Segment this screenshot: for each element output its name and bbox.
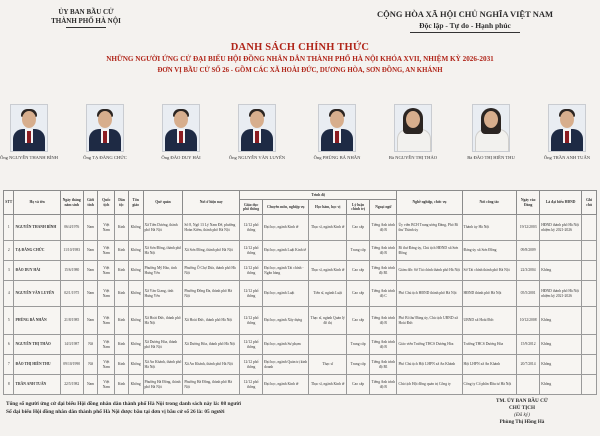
table-cell: Không [128, 375, 143, 395]
table-cell: UBND xã Hoài Đức [462, 307, 517, 335]
table-cell: Không [540, 355, 582, 375]
table-cell: Ủy viên BCH Trung ương Đảng, Phó Bí thư Thành ủy [397, 215, 462, 241]
table-cell [582, 307, 597, 335]
table-cell: Xã Dương Hòa, thành phố Hà Nội [183, 335, 240, 355]
table-cell: Kinh [115, 241, 129, 261]
table-cell: Tiếng Anh trình độ B [370, 375, 397, 395]
table-cell: 3 [4, 261, 14, 281]
table-cell: Việt Nam [98, 307, 115, 335]
table-cell: Giáo viên Trường THCS Dương Hòa [397, 335, 462, 355]
table-cell: Phường Mỹ Hào, tỉnh Hưng Yên [143, 261, 183, 281]
table-cell: Xã Sơn Đồng, thành phố Hà Nội [143, 241, 183, 261]
table-cell: Đại học, ngành Luật Kinh tế [263, 241, 309, 261]
table-cell: Đại học, ngành Kinh tế [263, 215, 309, 241]
table-cell: Đại học, ngành Kinh tế [263, 375, 309, 395]
table-cell: Kinh [115, 261, 129, 281]
table-cell: 05/5/2001 [517, 281, 540, 307]
th-political-theory: Lý luận chính trị [347, 200, 370, 215]
table-cell: HĐND thành phố Hà Nội nhiệm kỳ 2021-2026 [540, 215, 582, 241]
table-cell: Đại học, ngành Quản trị kinh doanh [263, 355, 309, 375]
th-notes: Ghi chú [582, 191, 597, 215]
table-cell: Tiếng Anh trình độ B [370, 215, 397, 241]
table-cell: 06/4/1976 [60, 215, 83, 241]
table-cell: 4 [4, 281, 14, 307]
summary-notes [6, 400, 241, 416]
table-cell: Giám đốc Sở Tài chính thành phố Hà Nội [397, 261, 462, 281]
table-cell: 1 [4, 215, 14, 241]
table-cell: 12/12 phổ thông [240, 241, 263, 261]
table-body [4, 215, 597, 395]
table-cell: Đảng ủy xã Sơn Đồng [462, 241, 517, 261]
table-row [4, 307, 597, 335]
table-cell: Việt Nam [98, 215, 115, 241]
th-ethnicity: Dân tộc [115, 191, 129, 215]
table-cell: 12/12 phổ thông [240, 215, 263, 241]
table-cell: Xã Hoài Đức, thành phố Hà Nội [143, 307, 183, 335]
table-cell: ĐÀO THỊ HIỀN THU [14, 355, 60, 375]
table-cell: 21/8/1985 [60, 307, 83, 335]
candidate-caption: Ông TẠ ĐĂNG CHỨC [83, 155, 127, 160]
table-cell: Tiếng Anh trình độ C [370, 281, 397, 307]
candidate-photos [0, 104, 594, 176]
table-cell: NGUYỄN THỊ THẢO [14, 335, 60, 355]
candidate-portrait [548, 104, 586, 152]
candidate-portrait [10, 104, 48, 152]
candidate-portrait [238, 104, 276, 152]
th-dob: Ngày tháng năm sinh [60, 191, 83, 215]
candidate-caption: Ông NGUYỄN VĂN LUYẾN [228, 155, 286, 160]
table-cell: Nam [83, 241, 98, 261]
table-cell [582, 241, 597, 261]
th-language: Ngoại ngữ [370, 200, 397, 215]
table-cell: Phó Chủ tịch HĐND thành phố Hà Nội [397, 281, 462, 307]
table-row [4, 355, 597, 375]
table-row [4, 335, 597, 355]
total-candidates-note: Tổng số người ứng cử đại biểu Hội đồng nhân dân thành phố Hà Nội trong danh sách này là: 08 người [6, 401, 241, 407]
table-cell: Cao cấp [347, 261, 370, 281]
table-cell: Nam [83, 281, 98, 307]
table-cell: Thành ủy Hà Nội [462, 215, 517, 241]
table-cell [540, 241, 582, 261]
table-cell: 5 [4, 307, 14, 335]
table-cell: Phường Hà Đông, thành phố Hà Nội [183, 375, 240, 395]
table-cell: Trung cấp [347, 241, 370, 261]
th-residence: Nơi ở hiện nay [183, 191, 240, 215]
table-cell: 12/12 phổ thông [240, 375, 263, 395]
table-cell: ĐÀO DUY HẢI [14, 261, 60, 281]
th-education-group: Trình độ [240, 191, 397, 200]
org-line-1: ỦY BAN BẦU CỬ [58, 8, 114, 16]
table-cell: 20/7/2014 [517, 355, 540, 375]
candidate-caption: Ông ĐÀO DUY HẢI [161, 155, 201, 160]
table-cell: Kinh [115, 307, 129, 335]
candidate-table [3, 190, 597, 395]
th-name: Họ và tên [14, 191, 60, 215]
table-cell: Nữ [83, 355, 98, 375]
table-row [4, 241, 597, 261]
candidate-card [228, 104, 286, 160]
table-cell: 22/5/1982 [60, 375, 83, 395]
table-cell [582, 281, 597, 307]
table-cell: Sở Tài chính thành phố Hà Nội [462, 261, 517, 281]
table-cell: Tiếng Anh trình độ B [370, 307, 397, 335]
table-cell: 12/12 phổ thông [240, 335, 263, 355]
table-cell: Việt Nam [98, 335, 115, 355]
candidate-card [384, 104, 442, 160]
table-cell: 12/12 phổ thông [240, 307, 263, 335]
table-cell: 15/9/2012 [517, 335, 540, 355]
candidate-card [538, 104, 596, 160]
table-cell: Kinh [115, 355, 129, 375]
candidate-caption: Ông PHÙNG BÁ NHÂN [313, 155, 361, 160]
table-cell: Công ty Cổ phần Đầu tư Hà Nội [462, 375, 517, 395]
document-subtitle: NHỮNG NGƯỜI ỨNG CỬ ĐẠI BIỂU HỘI ĐỒNG NHÂN DÂN THÀNH PHỐ HÀ NỘI KHÓA XVII, NHIỆM KỲ 2026-2031 [106, 55, 494, 63]
candidate-card [462, 104, 520, 160]
table-cell: Xã Tiên Dương, thành phố Hà Nội [143, 215, 183, 241]
table-cell: 12/12 phổ thông [240, 355, 263, 375]
table-cell: 22/3/2004 [517, 261, 540, 281]
document-title: DANH SÁCH CHÍNH THỨC [230, 42, 370, 53]
candidate-portrait [318, 104, 356, 152]
table-cell: Cao cấp [347, 307, 370, 335]
table-cell: Xã Dương Hòa, thành phố Hà Nội [143, 335, 183, 355]
table-cell: Kinh [115, 335, 129, 355]
table-cell: 09/10/1990 [60, 355, 83, 375]
table-cell: Nam [83, 375, 98, 395]
candidate-caption: Bà ĐÀO THỊ HIỀN THU [467, 155, 515, 160]
table-row [4, 215, 597, 241]
table-cell [309, 335, 347, 355]
seats-note: Số đại biểu Hội đồng nhân dân thành phố Hà Nội được bầu tại đơn vị bầu cử số 26 là: 05 người [6, 409, 225, 415]
signature-name: Phùng Thị Hồng Hà [499, 419, 545, 425]
table-cell: Phường Đống Đa, thành phố Hà Nội [183, 281, 240, 307]
state-name: CỘNG HÒA XÃ HỘI CHỦ NGHĨA VIỆT NAM [376, 9, 554, 19]
table-cell: Phường Hà Đông, thành phố Hà Nội [143, 375, 183, 395]
th-workplace: Nơi công tác [462, 191, 517, 215]
table-header-group-row [4, 191, 597, 200]
signature-block [462, 398, 582, 426]
table-cell: TRẦN ANH TUẤN [14, 375, 60, 395]
table-cell: Thạc sĩ, ngành Kinh tế [309, 261, 347, 281]
table-cell [517, 375, 540, 395]
candidate-card [308, 104, 366, 160]
table-cell: Bí thư Đảng ủy, Chủ tịch HĐND xã Sơn Đồng [397, 241, 462, 261]
table-cell: Đại học, ngành Xây dựng [263, 307, 309, 335]
issuing-organization [16, 8, 156, 28]
table-cell: Xã An Khánh, thành phố Hà Nội [183, 355, 240, 375]
table-cell: Chủ tịch Hội đồng quản trị Công ty [397, 375, 462, 395]
table-cell: Kinh [115, 281, 129, 307]
table-cell: Không [540, 375, 582, 395]
table-cell: Việt Nam [98, 375, 115, 395]
candidate-caption: Ông NGUYỄN THANH BÌNH [0, 155, 58, 160]
table-cell: Việt Nam [98, 281, 115, 307]
table-cell: Không [128, 355, 143, 375]
table-cell: Không [540, 335, 582, 355]
th-party-date: Ngày vào Đảng [517, 191, 540, 215]
table-cell [582, 261, 597, 281]
national-motto: Độc lập - Tự do - Hạnh phúc [419, 21, 511, 30]
table-cell: NGUYỄN VĂN LUYẾN [14, 281, 60, 307]
th-general-education: Giáo dục phổ thông [240, 200, 263, 215]
table-cell: Việt Nam [98, 261, 115, 281]
table-cell: Trung cấp [347, 335, 370, 355]
table-cell: 8 [4, 375, 14, 395]
table-cell: HĐND thành phố Hà Nội nhiệm kỳ 2021-2026 [540, 281, 582, 307]
table-cell: Không [128, 241, 143, 261]
table-cell: 10/12/2008 [517, 307, 540, 335]
table-cell: Không [128, 215, 143, 241]
table-cell: Nam [83, 261, 98, 281]
th-delegate: Là đại biểu HĐND [540, 191, 582, 215]
table-cell: Cao cấp [347, 375, 370, 395]
candidate-portrait [86, 104, 124, 152]
table-cell: Tiếng Anh trình độ B [370, 241, 397, 261]
th-specialty: Chuyên môn, nghiệp vụ [263, 200, 309, 215]
candidate-portrait [472, 104, 510, 152]
signature-status: (Đã ký) [514, 412, 530, 418]
th-nationality: Quốc tịch [98, 191, 115, 215]
table-cell: 12/12 phổ thông [240, 261, 263, 281]
table-cell: Trung cấp [347, 355, 370, 375]
table-cell [582, 335, 597, 355]
candidate-card [76, 104, 134, 160]
table-cell: Không [540, 307, 582, 335]
candidate-portrait [162, 104, 200, 152]
table-cell: Kinh [115, 215, 129, 241]
table-cell: Không [128, 335, 143, 355]
candidate-card [0, 104, 58, 160]
table-cell: Số 8, Ngõ 13 Lý Nam Đế, phường Hoàn Kiếm, thành phố Hà Nội [183, 215, 240, 241]
table-cell: Trường THCS Dương Hòa [462, 335, 517, 355]
candidate-caption: Bà NGUYỄN THỊ THẢO [388, 155, 438, 160]
signature-role: CHỦ TỊCH [509, 405, 535, 411]
table-cell: 2 [4, 241, 14, 261]
org-line-2: THÀNH PHỐ HÀ NỘI [51, 17, 121, 25]
table-cell: Thạc sĩ [309, 355, 347, 375]
table-cell: Đại học, ngành Luật [263, 281, 309, 307]
table-cell: Xã Hoài Đức, thành phố Hà Nội [183, 307, 240, 335]
table-cell: Hội LHPN xã An Khánh [462, 355, 517, 375]
table-cell: Xã An Khánh, thành phố Hà Nội [143, 355, 183, 375]
table-cell: 02/1/1975 [60, 281, 83, 307]
table-cell: Thạc sĩ, ngành Quản lý đô thị [309, 307, 347, 335]
table-cell: Đại học, ngành Tài chính - Ngân hàng [263, 261, 309, 281]
table-cell [582, 215, 597, 241]
table-cell [582, 375, 597, 395]
candidate-card [152, 104, 210, 160]
table-cell: Không [128, 307, 143, 335]
table-cell: Phó Bí thư Đảng ủy, Chủ tịch UBND xã Hoài Đức [397, 307, 462, 335]
th-gender: Giới tính [83, 191, 98, 215]
table-cell: Thạc sĩ, ngành Kinh tế [309, 375, 347, 395]
table-cell: Tiếng Anh trình độ B1 [370, 261, 397, 281]
table-cell: Nam [83, 307, 98, 335]
signature-org: TM. ỦY BAN BẦU CỬ [496, 398, 548, 404]
table-cell: Phường Ô Chợ Dừa, thành phố Hà Nội [183, 261, 240, 281]
header-underline [66, 27, 106, 28]
table-cell: Việt Nam [98, 241, 115, 261]
table-cell: 15/6/1980 [60, 261, 83, 281]
table-cell: Thạc sĩ, ngành Kinh tế [309, 215, 347, 241]
table-cell: NGUYỄN THANH BÌNH [14, 215, 60, 241]
table-cell: Tiếng Anh trình độ B [370, 335, 397, 355]
table-cell: 11/10/1983 [60, 241, 83, 261]
table-row [4, 261, 597, 281]
table-cell: Không [540, 261, 582, 281]
table-cell: Xã Sơn Đồng, thành phố Hà Nội [183, 241, 240, 261]
table-cell: Xã Văn Giang, tỉnh Hưng Yên [143, 281, 183, 307]
th-hometown: Quê quán [143, 191, 183, 215]
candidate-portrait [394, 104, 432, 152]
table-cell: PHÙNG BÁ NHÂN [14, 307, 60, 335]
table-row [4, 281, 597, 307]
table-cell: Không [128, 261, 143, 281]
th-religion: Tôn giáo [128, 191, 143, 215]
th-stt: STT [4, 191, 14, 215]
table-cell: Cao cấp [347, 215, 370, 241]
table-cell [309, 241, 347, 261]
table-cell: 7 [4, 355, 14, 375]
motto-underline [410, 32, 520, 33]
table-row [4, 375, 597, 395]
table-cell: Cao cấp [347, 281, 370, 307]
table-cell: 12/12 phổ thông [240, 281, 263, 307]
th-occupation: Nghề nghiệp, chức vụ [397, 191, 462, 215]
table-cell: 14/3/1987 [60, 335, 83, 355]
table-cell: Việt Nam [98, 355, 115, 375]
table-cell: Nữ [83, 335, 98, 355]
table-cell: Không [128, 281, 143, 307]
table-cell: 09/8/2009 [517, 241, 540, 261]
table-cell: 19/12/2003 [517, 215, 540, 241]
national-heading [340, 9, 590, 33]
table-cell [582, 355, 597, 375]
electoral-unit: ĐƠN VỊ BẦU CỬ SỐ 26 - GỒM CÁC XÃ HOÀI ĐỨC, DƯƠNG HÒA, SƠN ĐỒNG, AN KHÁNH [157, 67, 443, 74]
th-degree: Học hàm, học vị [309, 200, 347, 215]
table-cell: 6 [4, 335, 14, 355]
table-cell: Kinh [115, 375, 129, 395]
table-cell: TẠ ĐĂNG CHỨC [14, 241, 60, 261]
table-cell: Nam [83, 215, 98, 241]
table-cell: Phó Chủ tịch Hội LHPN xã An Khánh [397, 355, 462, 375]
table-cell: Tiếng Anh trình độ B1 [370, 355, 397, 375]
candidate-caption: Ông TRẦN ANH TUẤN [543, 155, 591, 160]
table-cell: HĐND thành phố Hà Nội [462, 281, 517, 307]
table-cell: Tiến sĩ, ngành Luật [309, 281, 347, 307]
table-cell: Đại học, ngành Sư phạm [263, 335, 309, 355]
